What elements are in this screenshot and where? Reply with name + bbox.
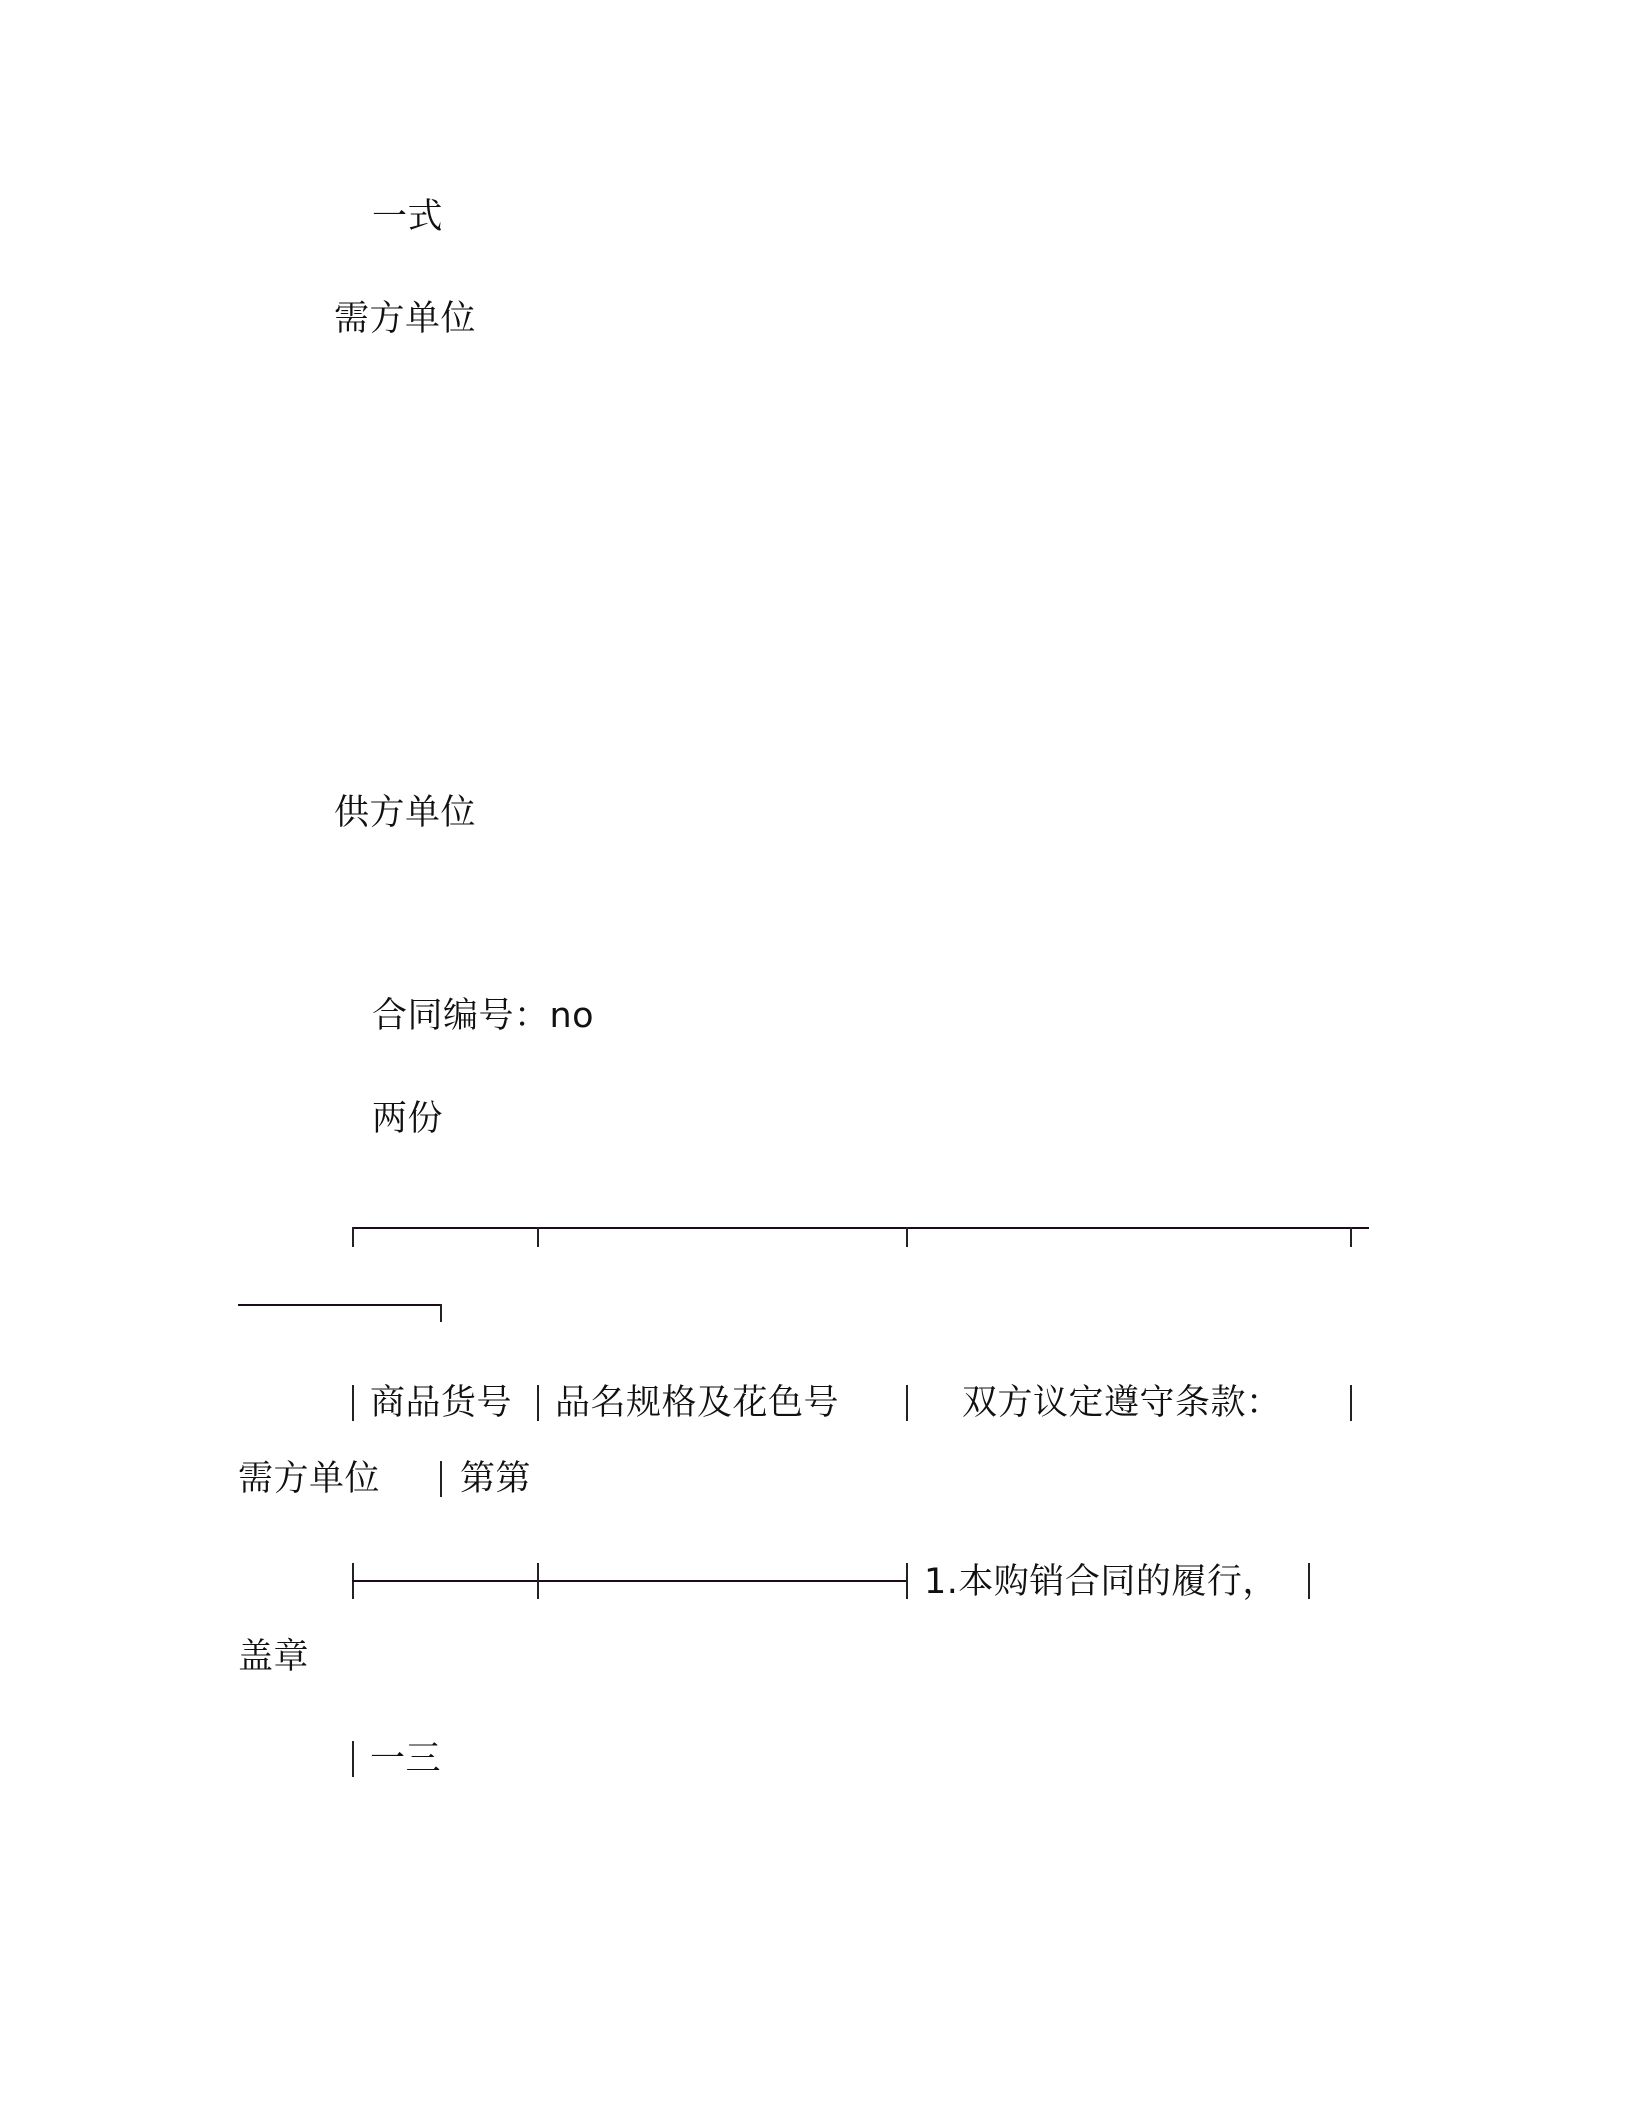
table-top-rule bbox=[352, 1227, 1369, 1229]
left-short-rule-tick bbox=[440, 1304, 442, 1322]
copies-format-text: 一式 bbox=[372, 197, 444, 237]
left-short-rule bbox=[238, 1304, 442, 1306]
buyer-unit-row-label: 需方单位 bbox=[238, 1459, 381, 1499]
table-tick bbox=[1350, 1227, 1352, 1247]
clause-1-text: 1.本购销合同的履行， bbox=[924, 1562, 1278, 1602]
column-divider bbox=[906, 1563, 908, 1599]
column-divider bbox=[1308, 1563, 1310, 1599]
seal-label: 盖章 bbox=[238, 1637, 310, 1677]
column-divider bbox=[537, 1385, 539, 1421]
contract-number-label: 合同编号：no bbox=[372, 996, 595, 1036]
supplier-unit-label: 供方单位 bbox=[334, 793, 477, 833]
table-tick bbox=[537, 1227, 539, 1247]
column-divider bbox=[352, 1385, 354, 1421]
column-header-item-no: 商品货号 bbox=[370, 1383, 513, 1423]
table-tick bbox=[906, 1227, 908, 1247]
column-divider bbox=[537, 1563, 539, 1599]
column-divider bbox=[906, 1385, 908, 1421]
column-header-name-spec: 品名规格及花色号 bbox=[555, 1383, 840, 1423]
buyer-unit-label: 需方单位 bbox=[334, 299, 477, 339]
column-divider bbox=[352, 1741, 354, 1777]
column-divider bbox=[1350, 1385, 1352, 1421]
page-marker-text: 第第 bbox=[460, 1459, 532, 1499]
copies-count-text: 两份 bbox=[372, 1099, 444, 1139]
table-tick bbox=[352, 1227, 354, 1247]
row-rule bbox=[352, 1580, 907, 1582]
fragment-text: 一三 bbox=[370, 1739, 442, 1779]
column-divider bbox=[440, 1461, 442, 1497]
column-header-terms: 双方议定遵守条款： bbox=[962, 1383, 1282, 1423]
